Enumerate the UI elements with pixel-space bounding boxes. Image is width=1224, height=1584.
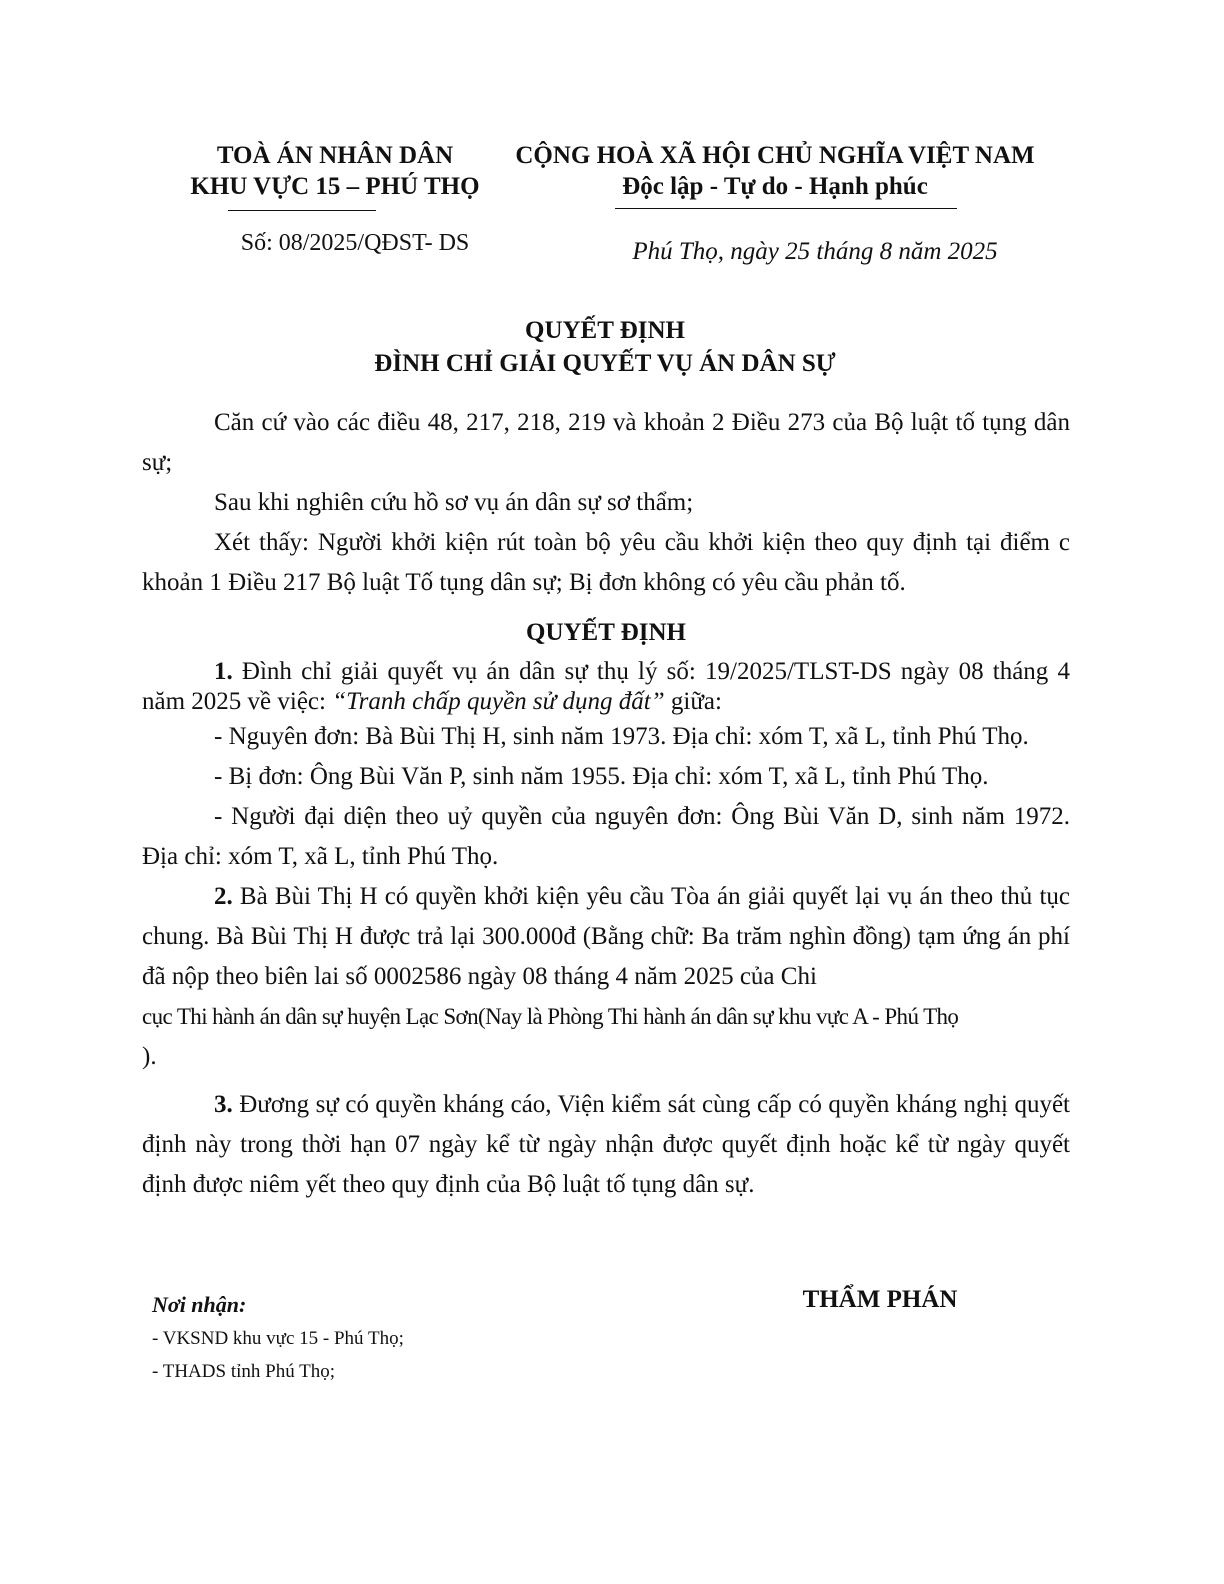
title-line-2: ĐÌNH CHỈ GIẢI QUYẾT VỤ ÁN DÂN SỰ <box>374 350 836 377</box>
document-body <box>142 403 1070 1205</box>
signer-title: THẨM PHÁN <box>802 1286 958 1313</box>
national-motto-underline <box>615 208 957 209</box>
representative-info: - Người đại diện theo uỷ quyền của nguyên đơn: Ông Bùi Văn D, sinh năm 1972. Địa chỉ: xóm T, xã L, tỉnh Phú Thọ. <box>142 803 1070 870</box>
decision-item-2-end: ). <box>142 1043 157 1070</box>
decision-item-2 <box>142 877 1070 997</box>
decision-item-1 <box>142 657 1070 717</box>
document-number: Số: 08/2025/QĐST- DS <box>240 230 470 256</box>
preamble-legal-basis: Căn cứ vào các điều 48, 217, 218, 219 và khoản 2 Điều 273 của Bộ luật tố tụng dân sự; <box>142 409 1070 476</box>
item-3-number: 3. <box>214 1091 233 1118</box>
item-1-number: 1. <box>214 658 233 685</box>
court-header-underline <box>228 210 376 211</box>
title-line-1: QUYẾT ĐỊNH <box>525 317 685 344</box>
preamble-finding: Xét thấy: Người khởi kiện rút toàn bộ yêu cầu khởi kiện theo quy định tại điểm c khoản 1 Điều 217 Bộ luật Tố tụng dân sự; Bị đơn không có yêu cầu phản tố. <box>142 529 1070 596</box>
preamble-review: Sau khi nghiên cứu hồ sơ vụ án dân sự sơ thẩm; <box>214 489 694 516</box>
national-motto: Độc lập - Tự do - Hạnh phúc <box>622 173 928 200</box>
item-1-tail: giữa: <box>664 688 722 715</box>
national-header <box>470 140 1080 202</box>
recipient-item: - THADS tỉnh Phú Thọ; <box>152 1361 335 1382</box>
document-title <box>140 314 1070 380</box>
court-region: KHU VỰC 15 – PHÚ THỌ <box>190 173 480 200</box>
item-2-text: Bà Bùi Thị H có quyền khởi kiện yêu cầu Tòa án giải quyết lại vụ án theo thủ tục chung. Bà Bùi Thị H được trả lại 300.000đ (Bằng chữ: Ba trăm nghìn đồng) tạm ứng án phí đã nộp theo biên lai số 0002586 ngày 08 tháng 4 năm 2025 của Chi <box>142 883 1070 990</box>
recipient-item: - VKSND khu vực 15 - Phú Thọ; <box>152 1328 404 1349</box>
decision-heading: QUYẾT ĐỊNH <box>526 619 686 646</box>
decision-item-2-continued: cục Thi hành án dân sự huyện Lạc Sơn(Nay là Phòng Thi hành án dân sự khu vực A - Phú Thọ <box>142 1004 959 1029</box>
recipients-title: Nơi nhận: <box>152 1292 247 1317</box>
item-2-number: 2. <box>214 883 233 910</box>
place-date: Phú Thọ, ngày 25 tháng 8 năm 2025 <box>632 238 998 265</box>
item-1-text: Đình chỉ giải quyết vụ án dân sự thụ lý số: 19/2025/TLST-DS ngày 08 tháng 4 năm 2025 về việc: <box>142 658 1070 715</box>
item-3-text: Đương sự có quyền kháng cáo, Viện kiểm sát cùng cấp có quyền kháng nghị quyết định này trong thời hạn 07 ngày kể từ ngày nhận được quyết định hoặc kể từ ngày quyết định được niêm yết theo quy định của Bộ luật tố tụng dân sự. <box>142 1091 1070 1198</box>
decision-item-3 <box>142 1085 1070 1205</box>
national-title: CỘNG HOÀ XÃ HỘI CHỦ NGHĨA VIỆT NAM <box>515 142 1035 169</box>
court-name: TOÀ ÁN NHÂN DÂN <box>216 142 454 169</box>
item-1-case-type: “Tranh chấp quyền sử dụng đất” <box>332 688 665 715</box>
defendant-info: - Bị đơn: Ông Bùi Văn P, sinh năm 1955. Địa chỉ: xóm T, xã L, tỉnh Phú Thọ. <box>214 763 989 790</box>
plaintiff-info: - Nguyên đơn: Bà Bùi Thị H, sinh năm 1973. Địa chỉ: xóm T, xã L, tỉnh Phú Thọ. <box>214 723 1029 750</box>
